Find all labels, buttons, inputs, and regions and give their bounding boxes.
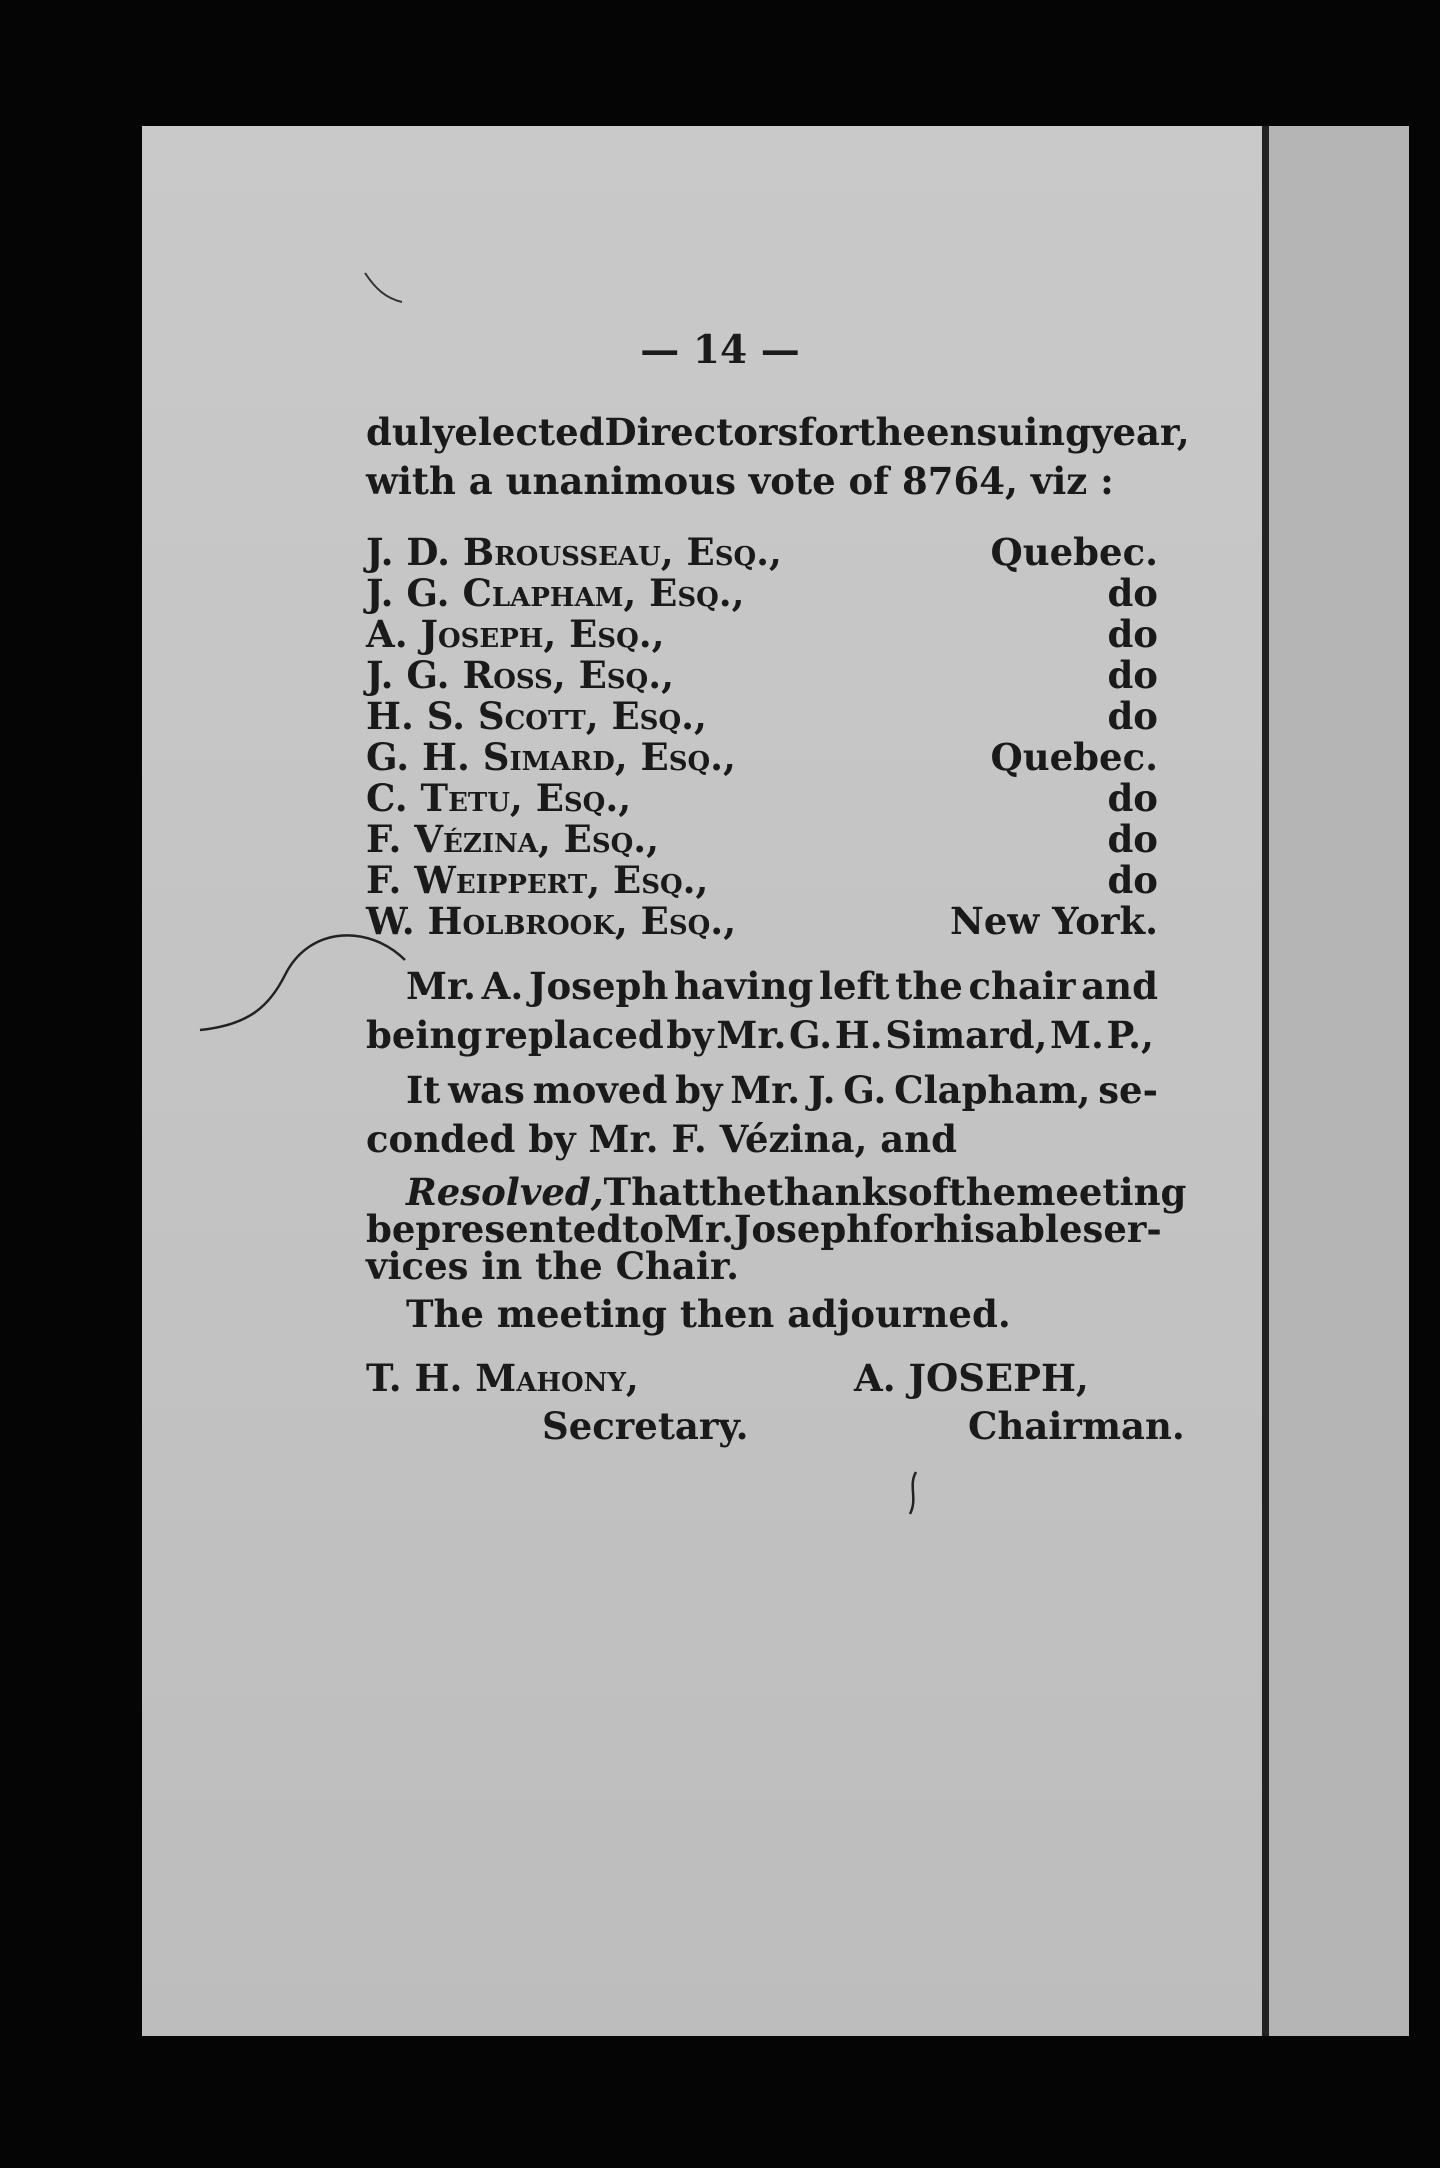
- list-item: [366, 901, 1158, 942]
- word: Clapham,: [894, 1068, 1091, 1112]
- word: G.: [788, 1013, 833, 1057]
- director-name: W. Holbrook, Esq.,: [366, 899, 737, 943]
- director-place: do: [1107, 571, 1158, 615]
- paragraph-4-line-1: The meeting then adjourned.: [406, 1292, 1011, 1336]
- list-item: [366, 778, 1158, 819]
- word: to: [622, 1207, 664, 1251]
- director-place: do: [1107, 653, 1158, 697]
- word: meeting: [1016, 1170, 1187, 1214]
- word: moved: [532, 1068, 668, 1112]
- word: Mr.: [730, 1068, 801, 1112]
- word: the: [895, 964, 963, 1008]
- list-item: [366, 737, 1158, 778]
- list-item: [366, 614, 1158, 655]
- word: That: [603, 1170, 700, 1214]
- director-name: J. D. Brousseau, Esq.,: [366, 530, 782, 574]
- word: for: [873, 1207, 934, 1251]
- word: elected: [454, 410, 605, 454]
- word: thanks: [766, 1170, 909, 1214]
- word: having: [674, 964, 814, 1008]
- word: Mr.: [663, 1207, 734, 1251]
- word: G.: [843, 1068, 887, 1112]
- paragraph-1-line-1: [406, 962, 1158, 1011]
- director-place: Quebec.: [990, 735, 1158, 779]
- word: It: [406, 1068, 441, 1112]
- word: se-: [1098, 1068, 1158, 1112]
- paragraph-2-line-2: conded by Mr. F. Vézina, and: [366, 1117, 957, 1161]
- pencil-tick-icon: [360, 268, 410, 308]
- word: the: [699, 1170, 767, 1214]
- word: duly: [366, 410, 455, 454]
- word: ser-: [1082, 1207, 1162, 1251]
- word: the: [858, 410, 926, 454]
- paragraph-1-line-2: [366, 1011, 1154, 1060]
- director-name: F. Weippert, Esq.,: [366, 858, 709, 902]
- word: replaced: [484, 1013, 664, 1057]
- list-item: [366, 655, 1158, 696]
- word: Joseph: [528, 964, 669, 1008]
- intro-line-2: with a unanimous vote of 8764, viz :: [366, 459, 1114, 503]
- word: year,: [1090, 410, 1190, 454]
- word: being: [366, 1013, 483, 1057]
- resolved-italic-lead: Resolved,: [406, 1170, 604, 1214]
- word: by: [666, 1013, 714, 1057]
- director-place: do: [1107, 776, 1158, 820]
- director-place: do: [1107, 858, 1158, 902]
- director-place: do: [1107, 817, 1158, 861]
- word: be: [366, 1207, 416, 1251]
- page-number: — 14 —: [640, 327, 800, 373]
- list-item: [366, 860, 1158, 901]
- list-item: [366, 532, 1158, 573]
- word: Mr.: [406, 964, 476, 1008]
- director-name: G. H. Simard, Esq.,: [366, 735, 736, 779]
- directors-list: [366, 532, 1158, 942]
- word: was: [448, 1068, 525, 1112]
- list-item: [366, 696, 1158, 737]
- intro-line-1: [366, 408, 1190, 457]
- director-place: New York.: [950, 899, 1158, 943]
- word: and: [1081, 964, 1158, 1008]
- word: P.,: [1106, 1013, 1154, 1057]
- director-name: A. Joseph, Esq.,: [366, 612, 665, 656]
- director-place: Quebec.: [990, 530, 1158, 574]
- word: H.: [834, 1013, 883, 1057]
- facing-page-edge: [1262, 126, 1409, 2036]
- word: left: [818, 964, 890, 1008]
- word: Directors: [604, 410, 799, 454]
- list-item: [366, 819, 1158, 860]
- director-place: do: [1107, 694, 1158, 738]
- word: by: [675, 1068, 723, 1112]
- word: Simard,: [885, 1013, 1048, 1057]
- director-name: C. Tetu, Esq.,: [366, 776, 632, 820]
- word: Mr.: [716, 1013, 787, 1057]
- secretary-title: Secretary.: [542, 1404, 749, 1448]
- word: able: [995, 1207, 1083, 1251]
- word: for: [798, 410, 859, 454]
- word: the: [948, 1170, 1017, 1214]
- word: A.: [481, 964, 524, 1008]
- paragraph-3-line-3: vices in the Chair.: [366, 1244, 739, 1288]
- list-item: [366, 573, 1158, 614]
- word: Joseph: [733, 1207, 874, 1251]
- word: of: [908, 1170, 949, 1214]
- word: J.: [807, 1068, 836, 1112]
- director-name: H. S. Scott, Esq.,: [366, 694, 707, 738]
- secretary-name: T. H. Mahony,: [366, 1356, 639, 1400]
- word: presented: [415, 1207, 623, 1251]
- chairman-title: Chairman.: [968, 1404, 1185, 1448]
- chairman-name: A. JOSEPH,: [854, 1356, 1089, 1400]
- director-name: J. G. Ross, Esq.,: [366, 653, 674, 697]
- director-place: do: [1107, 612, 1158, 656]
- paragraph-2-line-1: [406, 1066, 1158, 1115]
- word: chair: [968, 964, 1076, 1008]
- director-name: J. G. Clapham, Esq.,: [366, 571, 745, 615]
- word: his: [933, 1207, 996, 1251]
- word: ensuing: [925, 410, 1091, 454]
- pencil-mark-icon: [190, 930, 420, 1040]
- word: M.: [1050, 1013, 1104, 1057]
- director-name: F. Vézina, Esq.,: [366, 817, 660, 861]
- pencil-stroke-icon: [904, 1468, 924, 1518]
